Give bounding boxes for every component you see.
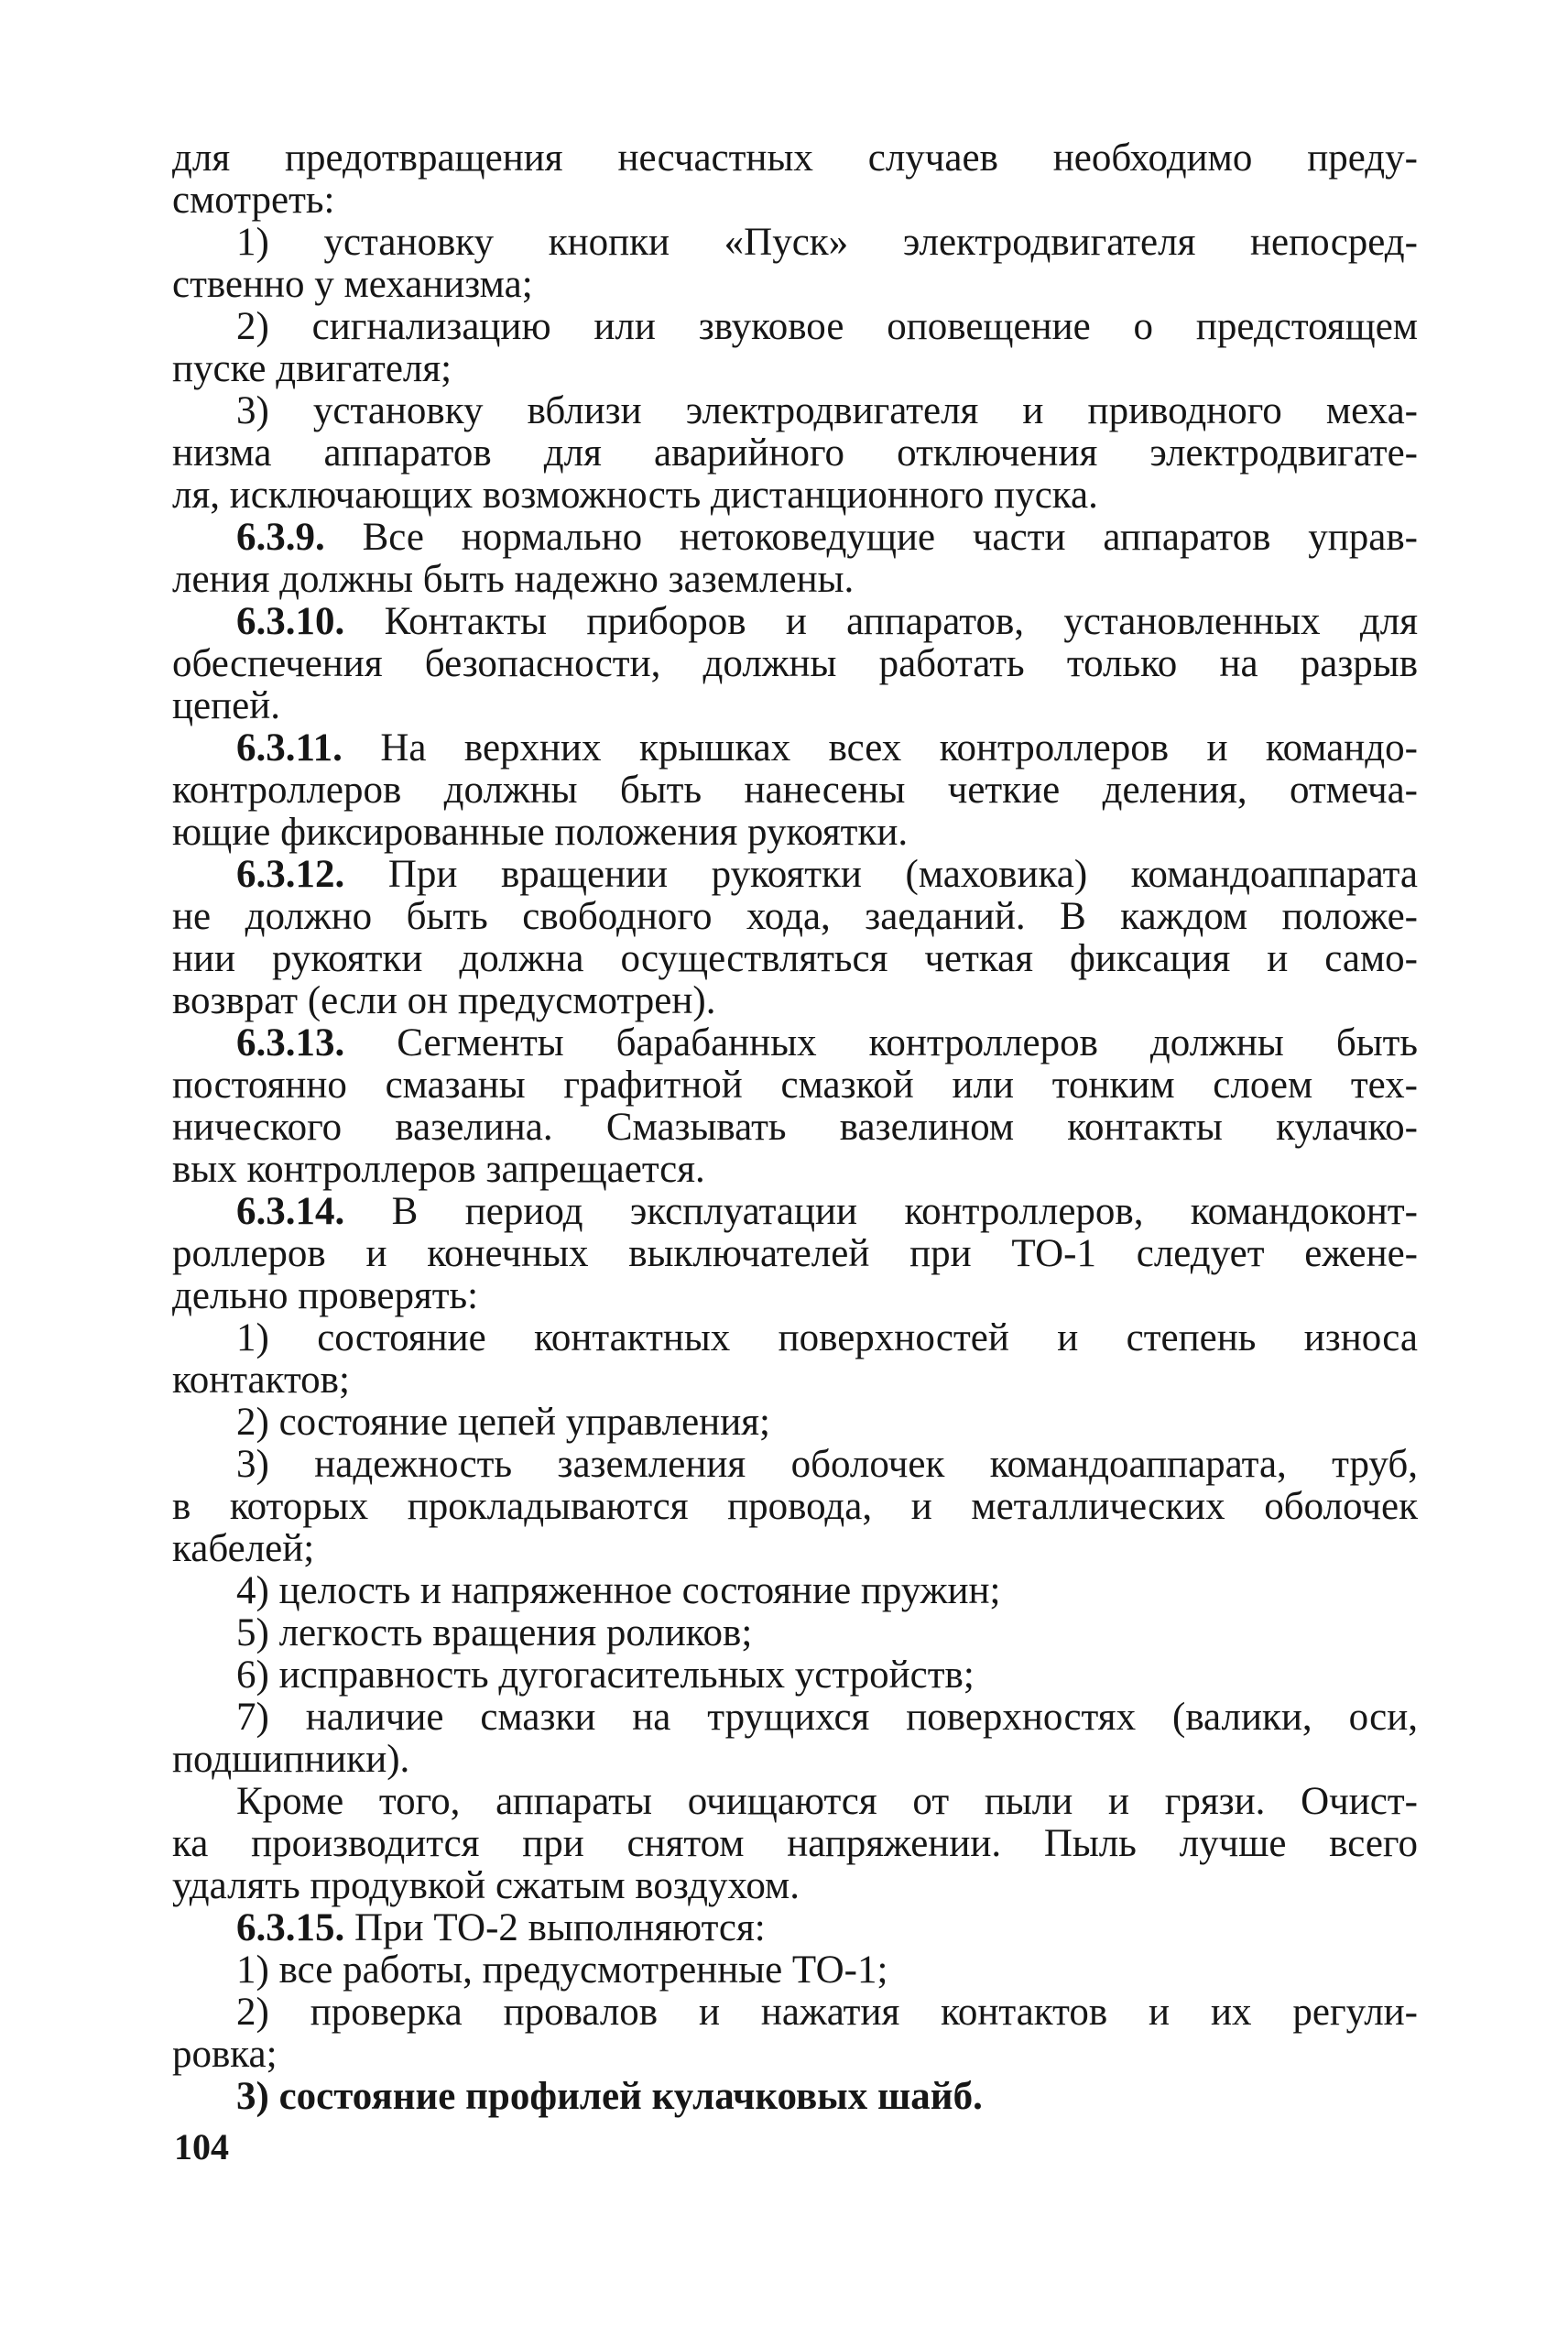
text-span: При ТО-2 выполняются:	[344, 1906, 766, 1949]
text-line: контроллеров должны быть нанесены четкие деления, отмеча-	[172, 769, 1418, 812]
list-item: 2) состояние цепей управления;	[236, 1401, 770, 1444]
text-line: цепей.	[172, 684, 280, 727]
paragraph-6-3-9	[172, 517, 1418, 559]
section-number: 6.3.15.	[236, 1906, 345, 1949]
text-span: Контакты приборов и аппаратов, установленных для	[344, 600, 1418, 643]
text-line: нии рукоятки должна осуществляться четкая фиксация и само-	[172, 937, 1418, 980]
text-line: удалять продувкой сжатым воздухом.	[172, 1864, 800, 1907]
paragraph-6-3-13	[172, 1022, 1418, 1064]
list-item: 3) надежность заземления оболочек командоаппарата, труб,	[236, 1443, 1418, 1486]
list-item: 5) легкость вращения роликов;	[236, 1611, 753, 1654]
text-line: вых контроллеров запрещается.	[172, 1148, 705, 1191]
text-span: В период эксплуатации контроллеров, командоконт-	[344, 1190, 1418, 1233]
text-line: пуске двигателя;	[172, 347, 452, 390]
text-line: в которых прокладываются провода, и металлических оболочек	[172, 1485, 1418, 1528]
text-line: смотреть:	[172, 179, 335, 222]
section-number: 6.3.11.	[236, 726, 343, 770]
list-item: 4) целость и напряженное состояние пружин;	[236, 1569, 1001, 1612]
text-line: возврат (если он предусмотрен).	[172, 979, 716, 1022]
text-line: ственно у механизма;	[172, 263, 533, 306]
paragraph-6-3-10	[172, 601, 1418, 643]
list-item: 1) установку кнопки «Пуск» электродвигателя непосред-	[236, 221, 1418, 264]
section-number: 6.3.14.	[236, 1190, 345, 1233]
text-span: При вращении рукоятки (маховика) командоаппарата	[344, 853, 1418, 896]
list-item: 7) наличие смазки на трущихся поверхностях (валики, оси,	[236, 1696, 1418, 1739]
text-line: ления должны быть надежно заземлены.	[172, 558, 855, 601]
paragraph-6-3-15	[172, 1907, 1418, 1949]
text-line: Кроме того, аппараты очищаются от пыли и грязи. Очист-	[236, 1780, 1418, 1823]
paragraph-6-3-11	[172, 727, 1418, 770]
text-line: кабелей;	[172, 1527, 315, 1570]
section-number: 6.3.9.	[236, 516, 325, 559]
text-span: Все нормально нетоковедущие части аппаратов управ-	[324, 516, 1418, 559]
text-line: подшипники).	[172, 1738, 410, 1781]
text-line: ля, исключающих возможность дистанционного пуска.	[172, 474, 1098, 517]
list-item: 2) проверка провалов и нажатия контактов и их регули-	[236, 1991, 1418, 2034]
text-line: ровка;	[172, 2033, 278, 2076]
page-number: 104	[174, 2126, 229, 2167]
list-item: 2) сигнализацию или звуковое оповещение о предстоящем	[236, 305, 1418, 348]
list-item: 3) установку вблизи электродвигателя и приводного меха-	[236, 389, 1418, 432]
list-item: 6) исправность дугогасительных устройств;	[236, 1654, 975, 1697]
section-number: 6.3.12.	[236, 853, 345, 896]
text-line: постоянно смазаны графитной смазкой или тонким слоем тех-	[172, 1064, 1418, 1107]
text-line: дельно проверять:	[172, 1274, 479, 1317]
text-line: нического вазелина. Смазывать вазелином контакты кулачко-	[172, 1106, 1418, 1149]
text-line: ка производится при снятом напряжении. Пыль лучше всего	[172, 1822, 1418, 1865]
text-line: роллеров и конечных выключателей при ТО-1 следует еженe-	[172, 1232, 1418, 1275]
section-number: 6.3.10.	[236, 600, 345, 643]
text-line: обеспечения безопасности, должны работать только на разрыв	[172, 642, 1418, 685]
paragraph-6-3-14	[172, 1191, 1418, 1233]
list-item: 1) состояние контактных поверхностей и степень износа	[236, 1316, 1418, 1359]
paragraph-6-3-12	[172, 854, 1418, 896]
list-item: 3) состояние профилей кулачковых шайб.	[236, 2075, 983, 2118]
text-line: для предотвращения несчастных случаев необходимо преду-	[172, 136, 1418, 180]
text-line: низма аппаратов для аварийного отключения электродвигате-	[172, 431, 1418, 475]
page-body	[172, 137, 1418, 2118]
text-span: На верхних крышках всех контроллеров и командо-	[342, 726, 1418, 770]
text-line: не должно быть свободного хода, заеданий. В каждом положе-	[172, 895, 1418, 938]
text-span: Сегменты барабанных контроллеров должны быть	[344, 1021, 1418, 1064]
text-line: ющие фиксированные положения рукоятки.	[172, 811, 909, 854]
text-line: контактов;	[172, 1359, 350, 1402]
list-item: 1) все работы, предусмотренные ТО-1;	[236, 1948, 888, 1992]
section-number: 6.3.13.	[236, 1021, 345, 1064]
